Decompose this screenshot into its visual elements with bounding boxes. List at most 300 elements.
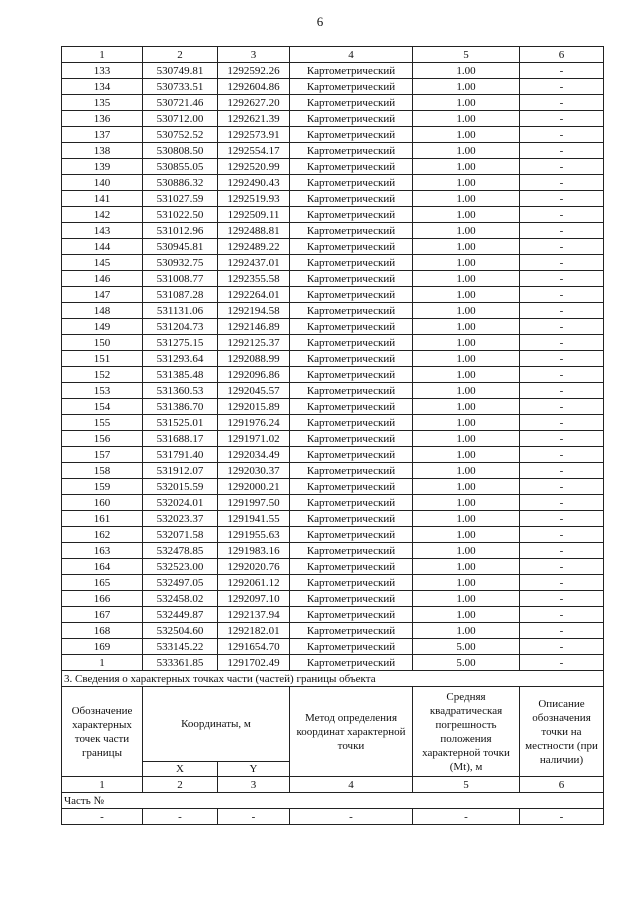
table-cell: 1.00	[413, 495, 520, 511]
table-cell: 1.00	[413, 543, 520, 559]
table-cell: 161	[62, 511, 143, 527]
table-row	[62, 495, 604, 511]
table-cell: 531385.48	[143, 367, 218, 383]
table-cell: 1	[62, 47, 143, 63]
table-cell: 1292097.10	[218, 591, 290, 607]
table-cell: 530855.05	[143, 159, 218, 175]
table-cell: 157	[62, 447, 143, 463]
table-cell: 531012.96	[143, 223, 218, 239]
table-row	[62, 527, 604, 543]
table-cell: 166	[62, 591, 143, 607]
table-row	[62, 303, 604, 319]
table-row	[62, 559, 604, 575]
table-cell: -	[520, 655, 604, 671]
table-cell: -	[520, 623, 604, 639]
table-cell: 162	[62, 527, 143, 543]
table-cell: 531791.40	[143, 447, 218, 463]
table-cell: 1.00	[413, 255, 520, 271]
table-cell: 531912.07	[143, 463, 218, 479]
table-cell: 530886.32	[143, 175, 218, 191]
table-cell: 531027.59	[143, 191, 218, 207]
table-cell: Картометрический	[290, 303, 413, 319]
table-cell: 532071.58	[143, 527, 218, 543]
table-cell: 1.00	[413, 303, 520, 319]
table-cell: Картометрический	[290, 351, 413, 367]
table-cell: Картометрический	[290, 223, 413, 239]
table-row	[62, 127, 604, 143]
header-point-designation: Обозначение характерных точек части границы	[62, 687, 143, 777]
table-cell: -	[520, 255, 604, 271]
table-cell: 1.00	[413, 415, 520, 431]
table-cell: -	[520, 63, 604, 79]
table-cell: 137	[62, 127, 143, 143]
table-cell: -	[520, 223, 604, 239]
table-cell: -	[413, 809, 520, 825]
table-cell: 164	[62, 559, 143, 575]
table-cell: 158	[62, 463, 143, 479]
table-row	[62, 255, 604, 271]
table-cell: -	[520, 431, 604, 447]
table-row	[62, 143, 604, 159]
table-cell: 145	[62, 255, 143, 271]
table-cell: Картометрический	[290, 127, 413, 143]
table-cell: 1.00	[413, 175, 520, 191]
table-cell: 5.00	[413, 655, 520, 671]
table-cell: 1292034.49	[218, 447, 290, 463]
table-cell: 533145.22	[143, 639, 218, 655]
table-row	[62, 223, 604, 239]
table-cell: -	[520, 559, 604, 575]
table-cell: -	[218, 809, 290, 825]
table-row	[62, 175, 604, 191]
table-cell: Картометрический	[290, 495, 413, 511]
table-cell: 530808.50	[143, 143, 218, 159]
table-cell: 1291976.24	[218, 415, 290, 431]
table-cell: 1291941.55	[218, 511, 290, 527]
table-row	[62, 447, 604, 463]
table-cell: -	[520, 207, 604, 223]
table-cell: 531204.73	[143, 319, 218, 335]
table-cell: 168	[62, 623, 143, 639]
table-cell: 1.00	[413, 591, 520, 607]
header-y: Y	[218, 762, 290, 777]
table-cell: 5.00	[413, 639, 520, 655]
table-cell: Картометрический	[290, 383, 413, 399]
table-cell: 532523.00	[143, 559, 218, 575]
table-row	[62, 271, 604, 287]
table-cell: 1291654.70	[218, 639, 290, 655]
table-cell: 1291702.49	[218, 655, 290, 671]
table-cell: -	[520, 79, 604, 95]
table-cell: -	[520, 175, 604, 191]
table-cell: 531525.01	[143, 415, 218, 431]
table-cell: 1292088.99	[218, 351, 290, 367]
table-cell: Картометрический	[290, 511, 413, 527]
table-cell: 530712.00	[143, 111, 218, 127]
table-row	[62, 191, 604, 207]
table-row	[62, 623, 604, 639]
table-row	[62, 351, 604, 367]
table-cell: 1291983.16	[218, 543, 290, 559]
table-cell: -	[520, 111, 604, 127]
table-cell: 3	[218, 777, 290, 793]
table-cell: 140	[62, 175, 143, 191]
table-cell: 531008.77	[143, 271, 218, 287]
table-row	[62, 95, 604, 111]
header-x: X	[143, 762, 218, 777]
table-cell: 1.00	[413, 143, 520, 159]
table-cell: -	[520, 287, 604, 303]
table-cell: -	[520, 383, 604, 399]
table-cell: 1.00	[413, 207, 520, 223]
table-cell: 1292554.17	[218, 143, 290, 159]
table-cell: 1292137.94	[218, 607, 290, 623]
table-cell: 1.00	[413, 527, 520, 543]
table-cell: -	[520, 159, 604, 175]
table-row	[62, 79, 604, 95]
table-cell: 531688.17	[143, 431, 218, 447]
table-cell: 1.00	[413, 223, 520, 239]
empty-part-row	[62, 809, 604, 825]
table-cell: 6	[520, 47, 604, 63]
table-cell: 1.00	[413, 335, 520, 351]
table-row	[62, 335, 604, 351]
table-cell: 1.00	[413, 159, 520, 175]
table-cell: 1.00	[413, 79, 520, 95]
table-cell: Картометрический	[290, 415, 413, 431]
table-cell: 1292490.43	[218, 175, 290, 191]
table-cell: 1291971.02	[218, 431, 290, 447]
table-cell: -	[520, 495, 604, 511]
table-row	[62, 399, 604, 415]
table-cell: Картометрический	[290, 79, 413, 95]
table-cell: 530932.75	[143, 255, 218, 271]
table-row	[62, 287, 604, 303]
table-cell: 1.00	[413, 399, 520, 415]
table-cell: Картометрический	[290, 367, 413, 383]
table-cell: 1292194.58	[218, 303, 290, 319]
table-cell: Картометрический	[290, 479, 413, 495]
table-cell: -	[520, 143, 604, 159]
table-cell: 134	[62, 79, 143, 95]
table-cell: 1292437.01	[218, 255, 290, 271]
table-row	[62, 367, 604, 383]
table-cell: 1292604.86	[218, 79, 290, 95]
table-cell: 1292125.37	[218, 335, 290, 351]
header-coordinates: Координаты, м	[143, 687, 290, 762]
table-cell: Картометрический	[290, 95, 413, 111]
table-cell: 1292520.99	[218, 159, 290, 175]
table-cell: 531022.50	[143, 207, 218, 223]
table-cell: 1292509.11	[218, 207, 290, 223]
table-cell: -	[290, 809, 413, 825]
table-row	[62, 111, 604, 127]
table-cell: Картометрический	[290, 543, 413, 559]
table-cell: Картометрический	[290, 239, 413, 255]
column-number-row	[62, 47, 604, 63]
table-cell: Картометрический	[290, 191, 413, 207]
table-cell: 167	[62, 607, 143, 623]
table-cell: 1.00	[413, 127, 520, 143]
table-row	[62, 655, 604, 671]
table-cell: -	[520, 479, 604, 495]
table-cell: Картометрический	[290, 559, 413, 575]
table-cell: 532458.02	[143, 591, 218, 607]
table-row	[62, 607, 604, 623]
table-row	[62, 239, 604, 255]
table-cell: Картометрический	[290, 447, 413, 463]
table-cell: 165	[62, 575, 143, 591]
table-cell: Картометрический	[290, 335, 413, 351]
table-row	[62, 809, 604, 825]
table-cell: 1291997.50	[218, 495, 290, 511]
table-cell: 1292061.12	[218, 575, 290, 591]
table-cell: 144	[62, 239, 143, 255]
table-row	[62, 415, 604, 431]
table-cell: 1.00	[413, 111, 520, 127]
table-cell: -	[520, 95, 604, 111]
table-cell: -	[520, 191, 604, 207]
table-cell: 1292015.89	[218, 399, 290, 415]
table-cell: 1292096.86	[218, 367, 290, 383]
table-cell: 143	[62, 223, 143, 239]
table-cell: 532504.60	[143, 623, 218, 639]
table-cell: 1.00	[413, 63, 520, 79]
table-cell: 4	[290, 47, 413, 63]
table-row	[62, 463, 604, 479]
table-cell: -	[143, 809, 218, 825]
table-cell: 532478.85	[143, 543, 218, 559]
table-row	[62, 319, 604, 335]
table-cell: 160	[62, 495, 143, 511]
table-cell: 148	[62, 303, 143, 319]
table-cell: 135	[62, 95, 143, 111]
column-number-row	[62, 777, 604, 793]
table-row	[62, 591, 604, 607]
table-cell: Картометрический	[290, 159, 413, 175]
table-cell: 3	[218, 47, 290, 63]
table-cell: 530945.81	[143, 239, 218, 255]
table-cell: 1.00	[413, 191, 520, 207]
table-cell: Картометрический	[290, 143, 413, 159]
table-cell: 141	[62, 191, 143, 207]
table-cell: 1292045.57	[218, 383, 290, 399]
table-cell: -	[520, 367, 604, 383]
table-cell: 149	[62, 319, 143, 335]
table-cell: Картометрический	[290, 591, 413, 607]
table-cell: 1.00	[413, 351, 520, 367]
table-cell: -	[62, 809, 143, 825]
table-cell: 530721.46	[143, 95, 218, 111]
header-error: Средняя квадратическая погрешность положения характерной точки (Mt), м	[413, 687, 520, 777]
table-cell: 1.00	[413, 447, 520, 463]
table-cell: 1.00	[413, 607, 520, 623]
part-label: Часть №	[62, 793, 604, 809]
page-number: 6	[316, 14, 324, 29]
table-cell: -	[520, 527, 604, 543]
table-cell: 1292182.01	[218, 623, 290, 639]
table-cell: 1292592.26	[218, 63, 290, 79]
table-cell: -	[520, 511, 604, 527]
table-row	[62, 207, 604, 223]
table-cell: 1.00	[413, 319, 520, 335]
table-cell: 138	[62, 143, 143, 159]
table-cell: 1.00	[413, 559, 520, 575]
table-cell: Картометрический	[290, 431, 413, 447]
table-cell: Картометрический	[290, 63, 413, 79]
table-cell: -	[520, 303, 604, 319]
table-cell: 5	[413, 777, 520, 793]
header-description: Описание обозначения точки на местности (при наличии)	[520, 687, 604, 777]
table-cell: 133	[62, 63, 143, 79]
table-cell: 1292264.01	[218, 287, 290, 303]
table-cell: -	[520, 239, 604, 255]
coordinates-table	[61, 46, 604, 825]
table-cell: -	[520, 271, 604, 287]
table-cell: 1.00	[413, 479, 520, 495]
table-cell: Картометрический	[290, 527, 413, 543]
table-cell: 152	[62, 367, 143, 383]
section-3-header	[62, 687, 604, 777]
table-cell: 532015.59	[143, 479, 218, 495]
table-cell: 1.00	[413, 383, 520, 399]
table-cell: -	[520, 415, 604, 431]
table-cell: 139	[62, 159, 143, 175]
table-cell: 154	[62, 399, 143, 415]
table-cell: 159	[62, 479, 143, 495]
table-cell: 1292146.89	[218, 319, 290, 335]
table-cell: 1292488.81	[218, 223, 290, 239]
table-cell: Картометрический	[290, 623, 413, 639]
table-cell: 531275.15	[143, 335, 218, 351]
table-cell: Картометрический	[290, 575, 413, 591]
table-cell: Картометрический	[290, 607, 413, 623]
table-cell: 1292355.58	[218, 271, 290, 287]
table-cell: 530749.81	[143, 63, 218, 79]
table-cell: Картометрический	[290, 111, 413, 127]
table-cell: -	[520, 575, 604, 591]
table-cell: Картометрический	[290, 255, 413, 271]
table-cell: 530752.52	[143, 127, 218, 143]
table-cell: -	[520, 399, 604, 415]
table-row	[62, 63, 604, 79]
table-row	[62, 543, 604, 559]
table-cell: Картометрический	[290, 271, 413, 287]
table-cell: 150	[62, 335, 143, 351]
table-cell: 142	[62, 207, 143, 223]
table-cell: 153	[62, 383, 143, 399]
table-cell: -	[520, 319, 604, 335]
table-row	[62, 479, 604, 495]
table-cell: 4	[290, 777, 413, 793]
table-cell: 531087.28	[143, 287, 218, 303]
table-cell: Картометрический	[290, 207, 413, 223]
section-3-title-row	[62, 671, 604, 687]
table-cell: 1292519.93	[218, 191, 290, 207]
table-cell: 1.00	[413, 511, 520, 527]
table-cell: 532023.37	[143, 511, 218, 527]
table-row	[62, 511, 604, 527]
table-cell: 532024.01	[143, 495, 218, 511]
table-cell: 169	[62, 639, 143, 655]
table-cell: 1291955.63	[218, 527, 290, 543]
table-cell: 2	[143, 777, 218, 793]
table-cell: 1292030.37	[218, 463, 290, 479]
table-cell: 1292489.22	[218, 239, 290, 255]
table-cell: 531360.53	[143, 383, 218, 399]
table-cell: 1.00	[413, 271, 520, 287]
table-row	[62, 575, 604, 591]
table-cell: 530733.51	[143, 79, 218, 95]
table-cell: -	[520, 335, 604, 351]
table-cell: 155	[62, 415, 143, 431]
table-cell: 1.00	[413, 239, 520, 255]
table-cell: 1.00	[413, 431, 520, 447]
table-cell: Картометрический	[290, 399, 413, 415]
table-row	[62, 159, 604, 175]
table-cell: 1292020.76	[218, 559, 290, 575]
table-cell: 531293.64	[143, 351, 218, 367]
table-cell: 1	[62, 777, 143, 793]
table-cell: 5	[413, 47, 520, 63]
part-row	[62, 793, 604, 809]
table-cell: 1292000.21	[218, 479, 290, 495]
table-cell: 532497.05	[143, 575, 218, 591]
section-3-title: 3. Сведения о характерных точках части (частей) границы объекта	[62, 671, 604, 687]
table-cell: 1.00	[413, 95, 520, 111]
table-cell: 146	[62, 271, 143, 287]
column-number-header	[62, 47, 604, 63]
table-cell: 156	[62, 431, 143, 447]
table-cell: -	[520, 447, 604, 463]
header-method: Метод определения координат характерной точки	[290, 687, 413, 777]
table-cell: -	[520, 543, 604, 559]
table-cell: 1292621.39	[218, 111, 290, 127]
table-cell: Картометрический	[290, 175, 413, 191]
table-cell: 533361.85	[143, 655, 218, 671]
table-cell: 1292627.20	[218, 95, 290, 111]
table-cell: 163	[62, 543, 143, 559]
table-cell: 151	[62, 351, 143, 367]
table-cell: -	[520, 127, 604, 143]
table-cell: Картометрический	[290, 287, 413, 303]
table-cell: Картометрический	[290, 655, 413, 671]
table-cell: 531386.70	[143, 399, 218, 415]
table-cell: 2	[143, 47, 218, 63]
table-cell: 1.00	[413, 623, 520, 639]
section-3-column-numbers	[62, 777, 604, 793]
table-cell: -	[520, 639, 604, 655]
table-cell: 1.00	[413, 575, 520, 591]
table-cell: 6	[520, 777, 604, 793]
table-row	[62, 639, 604, 655]
table-cell: -	[520, 463, 604, 479]
table-cell: 1.00	[413, 367, 520, 383]
table-cell: -	[520, 591, 604, 607]
table-cell: 1	[62, 655, 143, 671]
table-cell: Картометрический	[290, 639, 413, 655]
table-cell: 532449.87	[143, 607, 218, 623]
table-row	[62, 383, 604, 399]
table-cell: 1.00	[413, 287, 520, 303]
table-cell: 1.00	[413, 463, 520, 479]
table-cell: 147	[62, 287, 143, 303]
table-cell: -	[520, 607, 604, 623]
table-cell: Картометрический	[290, 463, 413, 479]
main-table-body	[62, 63, 604, 671]
table-cell: -	[520, 809, 604, 825]
table-row	[62, 431, 604, 447]
